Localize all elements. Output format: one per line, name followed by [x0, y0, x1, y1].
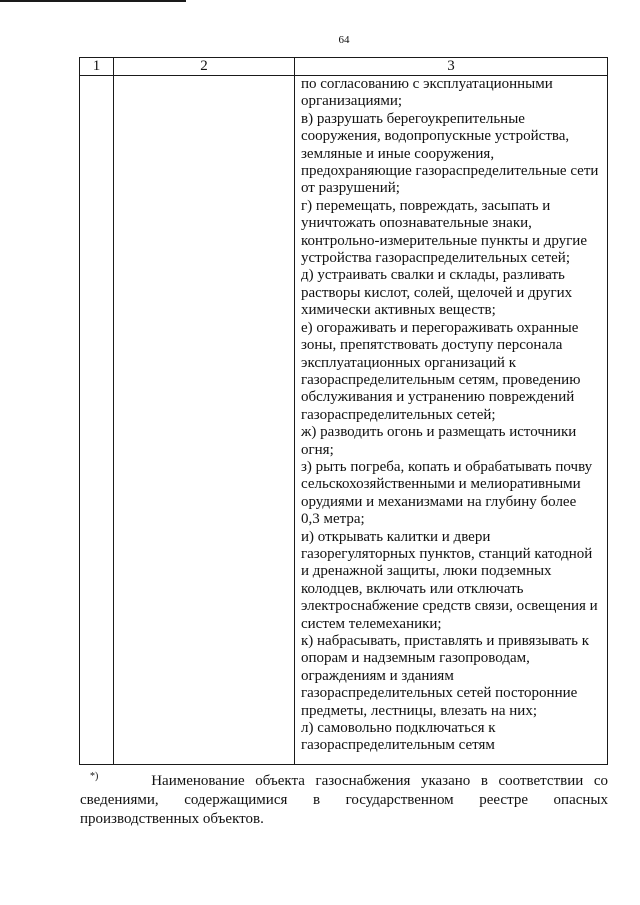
column-3-line: л) самовольно подключаться к: [301, 720, 496, 737]
column-3-line: растворы кислот, солей, щелочей и других: [301, 284, 573, 301]
column-3-line: по согласованию с эксплуатационными: [301, 76, 553, 92]
column-3-line: контрольно-измерительные пункты и другие: [301, 232, 587, 249]
column-3-line: 0,3 метра;: [301, 511, 365, 528]
column-3-line: газорегуляторных пунктов, станций катодной: [301, 545, 593, 562]
column-3-line: устройства газораспределительных сетей;: [301, 250, 570, 267]
column-3-line: и дренажной защиты, люки подземных: [301, 563, 552, 580]
footnote: [80, 772, 608, 829]
column-3-line: ж) разводить огонь и размещать источники: [301, 424, 577, 441]
column-3-line: эксплуатационных организаций к: [301, 354, 516, 371]
column-3-line: обслуживания и устранению повреждений: [301, 389, 575, 406]
column-header-2: 2: [114, 58, 295, 76]
column-2-cell: [114, 76, 295, 765]
column-3-line: и) открывать калитки и двери: [301, 528, 491, 545]
column-3-line: предметы, лестницы, влезать на них;: [301, 702, 538, 719]
column-3-line: сельскохозяйственными и мелиоративными: [301, 476, 581, 493]
footnote-line: [80, 772, 608, 791]
column-3-line: земляные и иные сооружения,: [301, 145, 495, 162]
column-header-3: 3: [295, 58, 608, 76]
column-3-line: в) разрушать берегоукрепительные: [301, 110, 525, 127]
requirements-table: [79, 57, 608, 765]
column-1-cell: [80, 76, 114, 765]
column-3-line: з) рыть погреба, копать и обрабатывать почву: [301, 458, 593, 475]
column-3-line: уничтожать опознавательные знаки,: [301, 215, 532, 232]
column-header-1: 1: [80, 58, 114, 76]
column-3-line: газораспределительным сетям, проведению: [301, 371, 581, 388]
column-3-line: ограждениям и зданиям: [301, 667, 454, 684]
column-3-line: орудиями и механизмами на глубину более: [301, 493, 577, 510]
column-3-line: е) огораживать и перегораживать охранные: [301, 319, 579, 336]
column-3-line: газораспределительным сетям: [301, 737, 495, 754]
column-3-line: электроснабжение средств связи, освещения и: [301, 598, 598, 615]
column-3-line: опорам и надземным газопроводам,: [301, 650, 530, 667]
footnote-line-text: сведениями, содержащимися в государственном реестре опасных: [80, 792, 608, 808]
column-3-line: колодцев, включать или отключать: [301, 580, 524, 597]
page-number: 64: [338, 34, 350, 46]
column-3-line: к) набрасывать, приставлять и привязывать к: [301, 633, 590, 649]
column-3-line: химически активных веществ;: [301, 302, 496, 319]
column-3-text: [295, 76, 607, 755]
column-3-line: сооружения, водопропускные устройства,: [301, 128, 570, 145]
column-3-cell: [295, 76, 608, 765]
column-3-line: газораспределительных сетей;: [301, 406, 496, 423]
column-3-line: организациями;: [301, 93, 403, 110]
column-3-line: зоны, препятствовать доступу персонала: [301, 337, 563, 354]
column-3-line: от разрушений;: [301, 180, 400, 197]
column-3-line: предохраняющие газораспределительные сети: [301, 163, 599, 180]
column-3-line: газораспределительных сетей посторонние: [301, 685, 578, 702]
column-3-line: д) устраивать свалки и склады, разливать: [301, 267, 565, 284]
column-3-line: г) перемещать, повреждать, засыпать и: [301, 197, 551, 214]
table-row: [80, 76, 608, 765]
footnote-line-text: производственных объектов.: [80, 811, 264, 827]
table-header-row: [80, 58, 608, 76]
footnote-marker: *): [90, 771, 99, 782]
footnote-line-text: Наименование объекта газоснабжения указано в соответствии со: [151, 773, 608, 789]
column-3-line: систем телемеханики;: [301, 615, 442, 632]
column-3-line: огня;: [301, 441, 334, 458]
top-rule: [0, 0, 186, 2]
